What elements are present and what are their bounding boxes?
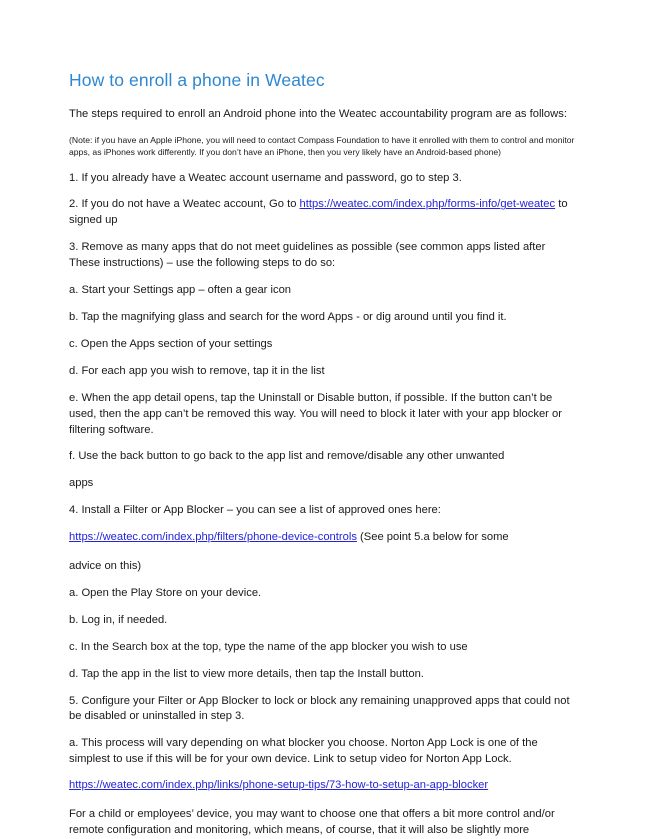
step-3-paragraph: 3. Remove as many apps that do not meet guidelines as possible (see common apps listed after These instructions) – use the following steps to do so: (69, 241, 546, 270)
norton-app-lock-setup-link[interactable]: https://weatec.com/index.php/links/phone-setup-tips/73-how-to-setup-an-app-blocker (69, 779, 489, 792)
step-4-link-suffix: (See point 5.a below for some (356, 531, 509, 544)
phone-device-controls-link[interactable]: https://weatec.com/index.php/filters/phone-device-controls (69, 531, 357, 544)
get-weatec-link[interactable]: https://weatec.com/index.php/forms-info/get-weatec (299, 198, 556, 211)
step-5a-link-paragraph (69, 778, 578, 794)
closing-paragraph: For a child or employees’ device, you may want to choose one that offers a bit more control and/or remote configuration and monitoring, which means, of course, that it will also be slightly more (69, 808, 555, 836)
step-2-text-after: to signed up (69, 198, 568, 227)
step-4-paragraph: 4. Install a Filter or App Blocker – you can see a list of approved ones here: (69, 504, 441, 517)
step-1-paragraph: 1. If you already have a Weatec account username and password, go to step 3. (69, 171, 462, 184)
step-5-paragraph: 5. Configure your Filter or App Blocker to lock or block any remaining unapproved apps that could not be disabled or uninstalled in step 3. (69, 694, 570, 723)
step-4-link-paragraph (69, 530, 578, 546)
step-3f-continuation: apps (69, 477, 94, 490)
step-2-text-before: 2. If you do not have a Weatec account, Go to (69, 198, 300, 211)
note-paragraph: (Note: if you have an Apple iPhone, you will need to contact Compass Foundation to have it enrolled with them to control and monitor apps, as iPhones work differently. If you don’t have an iPhone, then you very likely have an Android-based phone) (69, 134, 575, 158)
step-3c-paragraph: c. Open the Apps section of your settings (69, 337, 273, 350)
step-2-paragraph (69, 197, 578, 229)
intro-paragraph: The steps required to enroll an Android phone into the Weatec accountability program are as follows: (69, 107, 567, 120)
step-3b-paragraph: b. Tap the magnifying glass and search for the word Apps - or dig around until you find it. (69, 310, 507, 323)
step-3d-paragraph: d. For each app you wish to remove, tap it in the list (69, 364, 325, 377)
step-4a-paragraph: a. Open the Play Store on your device. (69, 586, 262, 599)
step-3e-paragraph: e. When the app detail opens, tap the Uninstall or Disable button, if possible. If the button can’t be used, then the app can’t be removed this way. You will need to block it later with your app blocker or filtering software. (69, 391, 562, 436)
step-3a-paragraph: a. Start your Settings app – often a gear icon (69, 284, 292, 297)
page-title: How to enroll a phone in Weatec (69, 70, 325, 90)
step-3f-paragraph: f. Use the back button to go back to the app list and remove/disable any other unwanted (69, 450, 505, 463)
step-4b-paragraph: b. Log in, if needed. (69, 613, 168, 626)
step-4c-paragraph: c. In the Search box at the top, type the name of the app blocker you wish to use (69, 640, 468, 653)
step-4d-paragraph: d. Tap the app in the list to view more details, then tap the Install button. (69, 667, 424, 680)
step-4-advice-paragraph: advice on this) (69, 560, 142, 573)
step-5a-paragraph: a. This process will vary depending on what blocker you choose. Norton App Lock is one of the simplest to use if this will be for your own device. Link to setup video for Norton App Lock. (69, 737, 538, 766)
